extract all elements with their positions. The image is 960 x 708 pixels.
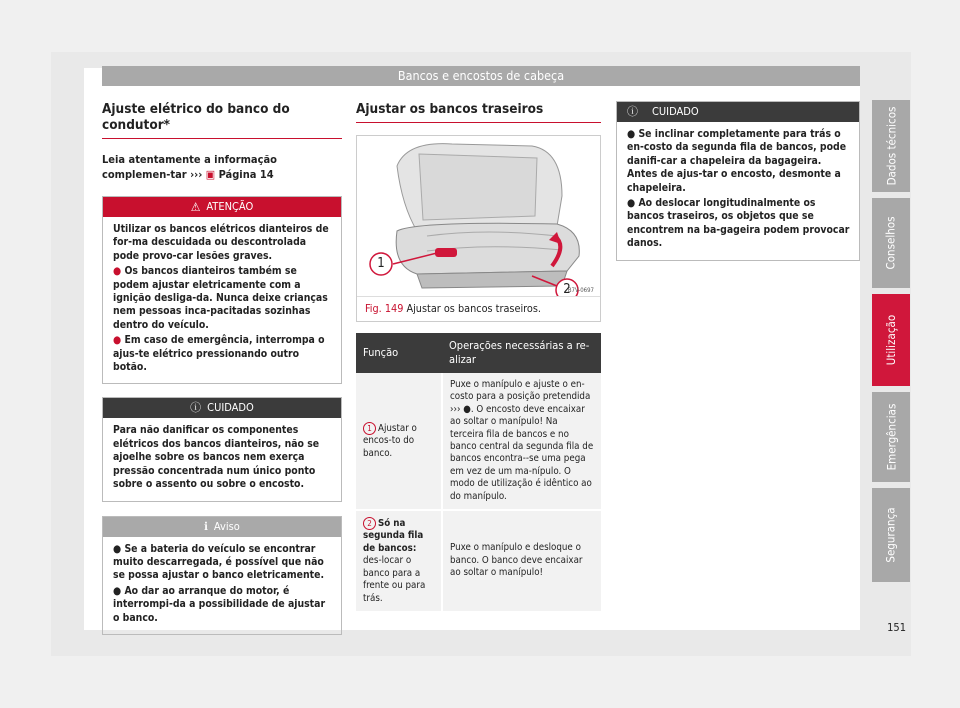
bullet-icon: ● [113,334,122,347]
tab-label: Dados técnicos [884,106,898,186]
right-caution-box [616,101,860,261]
bullet-icon: ● [113,542,122,555]
page-ref-link[interactable]: Página 14 [218,168,274,181]
tab-label: Conselhos [884,216,898,270]
note-body [103,537,341,634]
tab-dados-tecnicos[interactable] [872,100,910,192]
tab-conselhos[interactable] [872,198,910,288]
note-bullet-2 [113,585,332,625]
caution-text: Para não danificar os componentes elétricos dos bancos dianteiros, não se ajoelhe sobre os bancos nem exerça pressão concentrada num único ponto sobre o assento ou sobre o encosto. [113,424,320,491]
right-caution-bullet-1 [627,128,850,195]
note-title: Aviso [213,519,240,533]
caution-title: CUIDADO [207,401,254,415]
right-column [616,101,860,261]
operation-text-post: . O encosto deve encaixar ao soltar o manípulo! Na terceira fila de bancos e no banco central da segunda fila de bancos encontra--se uma pega em vez de um ma-nípulo. O modo de utilização é idêntico ao do manípulo. [450,403,594,502]
bullet-text: Se a bateria do veículo se encontrar muito descarregada, é possível que não se possa ajustar o banco eletricamente. [113,542,324,582]
warning-text: Utilizar os bancos elétricos dianteiros de for-ma descuidada ou descontrolada pode provo-car lesões graves. [113,223,329,262]
warning-header [103,197,341,217]
book-icon: ▣ [205,168,216,181]
intro-paragraph [102,152,342,182]
page-number: 151 [887,621,906,634]
table-row [356,373,601,510]
warning-box [102,196,342,384]
operation-text-pre: Puxe o manípulo e ajuste o en-costo para a posição pretendida [450,379,591,403]
bullet-text: Ao dar ao arranque do motor, é interrompi-da a possibilidade de ajustar o banco. [113,584,326,624]
operations-table [356,333,601,611]
warning-bullet-2 [113,334,332,374]
row1-operation [442,373,601,510]
figure-caption [357,297,600,321]
function-text: des-locar o banco para a frente ou para trás. [363,555,426,604]
table-header-row [356,333,601,373]
col-header-funcao: Função [356,333,442,373]
tab-emergencias[interactable] [872,392,910,482]
warning-body [103,217,341,383]
note-header [103,517,341,537]
figure-number: Fig. 149 [365,302,404,315]
callout-2: 2 [563,282,571,297]
caution-box [102,397,342,501]
row1-function [356,373,442,510]
right-caution-title: CUIDADO [652,105,699,118]
warning-triangle-icon: ⚠ [190,200,201,214]
right-caution-bullet-2 [627,197,850,251]
warning-title: ATENÇÃO [206,200,254,213]
info-circle-icon: ⓘ [190,401,202,415]
bullet-icon: ● [627,128,636,140]
note-box [102,516,342,635]
callout-number: 1 [363,422,376,435]
bullet-icon: ● [627,197,636,210]
figure-149 [356,135,601,322]
note-bullet-1 [113,543,332,583]
bullet-text: Em caso de emergência, interrompa o ajus-te elétrico pressionando outro botão. [113,334,325,374]
section-header: Bancos e encostos de cabeça [102,66,860,86]
tab-utilizacao[interactable] [872,294,910,386]
note-info-icon: ℹ [204,519,208,533]
right-caution-body [617,122,859,260]
figure-caption-text: Ajustar os bancos traseiros. [406,302,541,315]
middle-heading: Ajustar os bancos traseiros [356,101,601,123]
tab-seguranca[interactable] [872,488,910,582]
callout-number: 2 [363,517,376,530]
left-heading: Ajuste elétrico do banco do condutor* [102,101,342,139]
callout-1: 1 [377,256,385,271]
bullet-icon: ● [113,584,122,597]
warning-bullet-1 [113,265,332,332]
caution-body [103,418,341,500]
function-text: Ajustar o encos-to do banco. [363,422,417,459]
tab-label: Segurança [884,507,898,563]
info-circle-icon: ⓘ [627,105,638,118]
row2-function [356,510,442,611]
ref-arrows: ››› [450,403,461,415]
bullet-text: Se inclinar completamente para trás o en-costo da segunda fila de bancos, pode danifi-car a chapeleira da bagageira. Antes de ajus-tar o encosto, desmonte a chapeleira. [627,128,847,194]
caution-header [103,398,341,418]
left-column [102,101,342,635]
caution-ref-icon: ● [463,403,471,415]
rear-seat-drawing [357,136,600,296]
tab-label: Emergências [884,403,899,471]
row2-operation: Puxe o manípulo e desloque o banco. O banco deve encaixar ao soltar o manípulo! [442,510,601,611]
table-row [356,510,601,611]
col-header-operacoes: Operações necessárias a re-alizar [442,333,601,373]
middle-column [356,101,601,611]
bullet-icon: ● [113,265,122,278]
seat-illustration [357,136,600,297]
intro-text: Leia atentamente a informação complemen-tar [102,153,277,181]
right-caution-header [617,102,859,122]
tab-label: Utilização [884,314,899,366]
function-bold-text: Só na segunda fila de bancos: [363,518,424,554]
bullet-text: Os bancos dianteiros também se podem ajustar eletricamente com a ignição desliga-da. Nunca deixe crianças nem pessoas inca-pacitadas sozinhas dentro do veículo. [113,265,328,331]
intro-arrows: ››› [190,168,203,181]
bullet-text: Ao deslocar longitudinalmente os bancos traseiros, os objetos que se encontrem na ba-gageira podem provocar danos. [627,197,850,250]
figure-code: B7V-0697 [567,287,594,294]
